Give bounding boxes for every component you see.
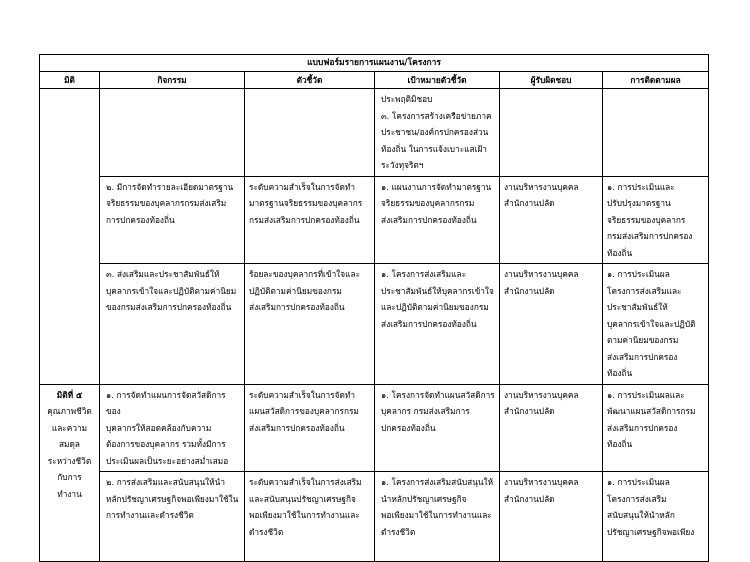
cell-line: งานบริหารงานบุคคล [504,181,579,192]
cell-line: ๑. การประเมินผลและ [607,389,685,400]
cell-line: ๓. ส่งเสริมและประชาสัมพันธ์ให้ [106,269,220,279]
cell-line: งานบริหารงานบุคคล [504,269,579,279]
cell-line: สำนักงานปลัด [504,493,555,504]
cell-line: ๓. โครงการสร้างเครือข่ายภาค [381,110,492,121]
cell-line: ของ [106,406,121,416]
cell-line: ปรับปรุงมาตรฐาน [607,198,671,208]
responsible-cell [500,472,603,562]
cell-line: ดำรงชีวิต [249,526,284,537]
cell-line: ๑. โครงการส่งเสริมและ [381,269,467,279]
cell-line: จริยธรรมของบุคลากรกรมส่งเสริม [106,198,227,208]
cell-line: ร้อยละของบุคลากรที่เข้าใจและ [249,269,361,279]
activity-cell [100,264,245,385]
cell-line: ส่งเสริมการปกครองท้องถิ่น [381,214,477,225]
column-header-followup: การติดตามผล [603,72,709,89]
cell-line: ระวังทุจริตฯ [381,160,424,170]
cell-line: และสนับสนุนปรัชญาเศรษฐกิจ [249,493,356,504]
cell-line: ส่งเสริมการปกครองท้องถิ่น [249,422,345,433]
cell-line: ระดับความสำเร็จในการส่งเสริม [249,477,362,487]
column-header-indicator: ตัวชี้วัด [245,72,375,89]
cell-line: มาตรฐานจริยธรรมของบุคลากร [249,198,363,208]
column-header-dimension: มิติ [40,72,100,89]
indicator-cell [245,264,375,385]
cell-line: และปฏิบัติตามค่านิยมของกรม [381,302,489,312]
cell-line: หลักปรัชญาเศรษฐกิจพอเพียงมาใช้ใน [106,493,239,504]
cell-line: ท้องถิ่น ในการแจ้งเบาะแสเฝ้า [381,143,487,154]
cell-line: คุณภาพชีวิต [47,406,92,416]
indicator-cell [245,384,375,472]
cell-line: การปกครองท้องถิ่น [106,214,175,225]
cell-line: สมดุล [58,439,80,449]
cell-line: แผนสวัสดิการของบุคลากรกรม [249,406,359,416]
cell-line: ปกครองท้องถิ่น [381,422,436,433]
cell-line: ดำรงชีวิต [381,526,416,537]
cell-line: ประเมินผลเป็นระยะอย่างสม่ำเสมอ [106,455,229,466]
cell-line: พัฒนาแผนสวัสดิการกรม [607,406,696,416]
cell-line: กรมส่งเสริมการปกครอง [607,231,693,241]
cell-line: ท้องถิ่น [607,439,633,449]
dimension-cell [40,89,100,385]
activity-cell [100,176,245,264]
cell-line: บุคลากรเข้าใจและปฏิบัติ [607,318,696,329]
activity-cell [100,384,245,472]
followup-cell [603,384,709,472]
responsible-cell [500,264,603,385]
cell-line: บุคลากรเข้าใจและปฏิบัติตามค่านิยม [106,285,237,296]
cell-line: พอเพียงมาใช้ในการทำงานและ [249,510,360,520]
followup-cell [603,176,709,264]
cell-line: ทำงาน [57,488,82,499]
cell-line: จริยธรรมของบุคลากร [607,214,686,225]
cell-line: กับการ [57,472,82,482]
cell-line: ท้องถิ่น [607,247,633,258]
cell-line: ต้องการของบุคลากร รวมทั้งมีการ [106,439,226,449]
table-row [40,176,709,264]
column-header-target: เป้าหมายตัวชี้วัด [375,72,500,89]
responsible-cell [500,89,603,177]
cell-line: สำนักงานปลัด [504,406,555,416]
cell-line: การทำงานและดำรงชีวิต [106,510,194,520]
cell-line: ประพฤติมิชอบ [381,94,433,104]
activity-cell [100,472,245,562]
cell-line: ๑. แผนงานการจัดทำมาตรฐาน [381,181,492,192]
cell-line: ระดับความสำเร็จในการจัดทำ [249,389,356,400]
cell-line: ส่งเสริมการปกครองท้องถิ่น [249,302,345,312]
cell-line: ประชาสัมพันธ์ให้ [607,302,668,312]
indicator-cell [245,89,375,177]
activity-cell [100,89,245,177]
followup-cell [603,89,709,177]
cell-line: ๑. โครงการส่งเสริมสนับสนุนให้ [381,477,494,487]
plan-table [39,54,709,562]
dimension-title: มิติที่ ๕ [56,389,83,400]
cell-line: บุคลากรให้สอดคล้องกับความ [106,422,212,433]
cell-line: โครงการส่งเสริม [607,493,667,504]
cell-line: จริยธรรมของบุคลากรกรม [381,198,475,208]
cell-line: ส่งเสริมการปกครอง [607,351,678,362]
cell-line: ๑. โครงการจัดทำแผนสวัสดิการ [381,389,495,400]
cell-line: ปรัชญาเศรษฐกิจพอเพียง [607,526,695,537]
target-cell [375,89,500,177]
cell-line: ของกรมส่งเสริมการปกครองท้องถิ่น [106,302,232,312]
table-row [40,472,709,562]
cell-line: ๒. การส่งเสริมและสนับสนุนให้นำ [106,477,225,487]
responsible-cell [500,176,603,264]
cell-line: บุคลากร กรมส่งเสริมการ [381,406,470,416]
cell-line: ประชาสัมพันธ์ให้บุคลากรเข้าใจ [381,285,494,296]
column-header-activity: กิจกรรม [100,72,245,89]
responsible-cell [500,384,603,472]
indicator-cell [245,472,375,562]
followup-cell [603,264,709,385]
cell-line: พอเพียงมาใช้ในการทำงานและ [381,510,492,520]
cell-line: งานบริหารงานบุคคล [504,389,579,400]
target-cell [375,472,500,562]
cell-line: ส่งเสริมการปกครองท้องถิ่น [381,318,477,329]
cell-line: งานบริหารงานบุคคล [504,477,579,487]
cell-line: สำนักงานปลัด [504,285,555,296]
indicator-cell [245,176,375,264]
cell-line: ปฏิบัติตามค่านิยมของกรม [249,285,342,296]
form-title: แบบฟอร์มรายการแผนงาน/โครงการ [40,55,709,72]
column-header-responsible: ผู้รับผิดชอบ [500,72,603,89]
cell-line: และความ [51,422,88,433]
cell-line: ๑. การประเมินและ [607,181,675,192]
cell-line: สำนักงานปลัด [504,198,555,208]
cell-line: ท้องถิ่น [607,368,633,378]
cell-line: ๒. มีการจัดทำรายละเอียดมาตรฐาน [106,181,234,192]
cell-line: ๑. การประเมินผล [607,269,670,279]
cell-line: ระหว่างชีวิต [47,455,92,466]
cell-line: ประชาชน/องค์กรปกครองส่วน [381,127,489,137]
table-row [40,264,709,385]
cell-line: สนับสนุนให้นำหลัก [607,510,675,520]
cell-line: ๑. การประเมินผล [607,477,670,487]
cell-line: ส่งเสริมการปกครอง [607,422,678,433]
table-row [40,89,709,177]
table-body [40,89,709,562]
followup-cell [603,472,709,562]
cell-line: กรมส่งเสริมการปกครองท้องถิ่น [249,214,360,225]
target-cell [375,176,500,264]
target-cell [375,264,500,385]
cell-line: ระดับความสำเร็จในการจัดทำ [249,181,356,192]
cell-line: นำหลักปรัชญาเศรษฐกิจ [381,493,467,504]
table-row [40,384,709,472]
cell-line: ตามค่านิยมของกรม [607,335,679,345]
target-cell [375,384,500,472]
dimension-cell [40,384,100,562]
cell-line: ๑. การจัดทำแผนการจัดสวัสดิการ [106,389,226,400]
cell-line: โครงการส่งเสริมและ [607,285,682,296]
